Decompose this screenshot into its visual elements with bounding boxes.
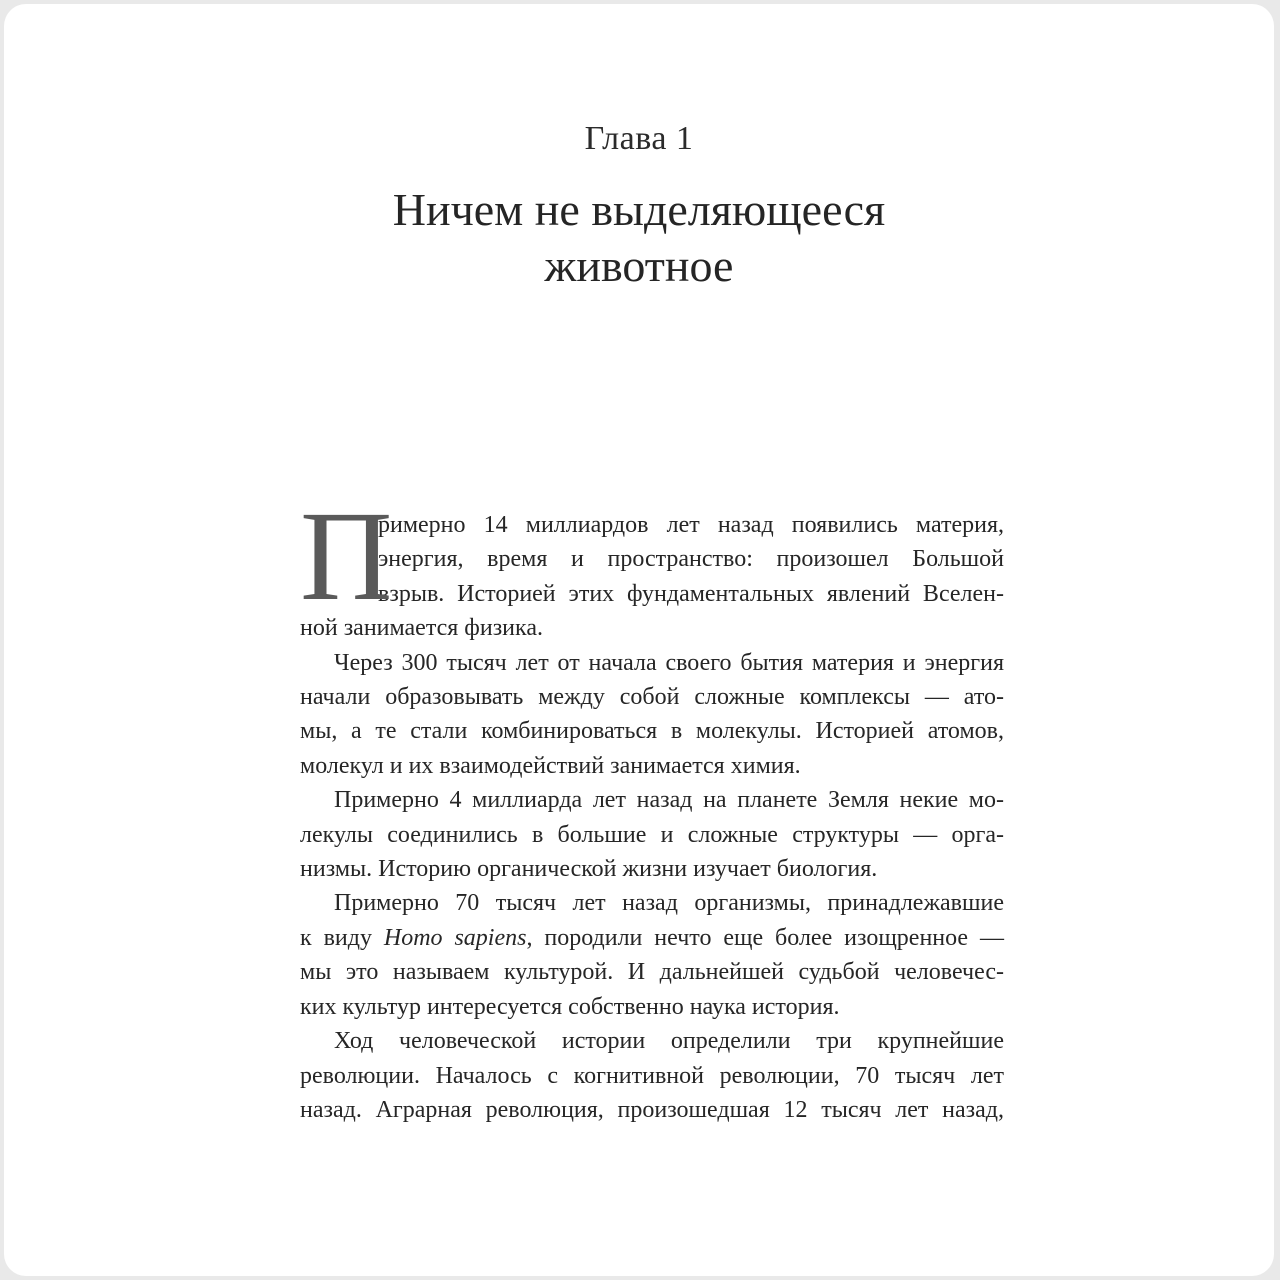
- text-line: ной занимается физика.: [300, 615, 543, 642]
- species-name: Homo sapiens: [383, 924, 527, 951]
- text-line: энергия, время и пространство: произошел Большой: [378, 546, 1004, 573]
- text-line: молекул и их взаимодействий занимается химия.: [300, 752, 801, 779]
- text-fragment: к виду: [300, 924, 384, 951]
- text-line: лекулы соединились в большие и сложные структуры — орга-: [300, 821, 1004, 848]
- chapter-title-line-2: животное: [544, 240, 734, 291]
- chapter-title-line-1: Ничем не выделяющееся: [392, 184, 886, 235]
- text-line: мы, а те стали комбинироваться в молекулы. Историей атомов,: [300, 718, 1004, 745]
- paragraph-2: [300, 646, 1004, 784]
- text-line: взрыв. Историей этих фундаментальных явлений Вселен-: [378, 580, 1004, 607]
- chapter-title: [4, 182, 1274, 294]
- text-line: ких культур интересуется собственно наука история.: [300, 993, 840, 1020]
- text-line: назад. Аграрная революция, произошедшая 12 тысяч лет назад,: [300, 1096, 1004, 1123]
- text-line: низмы. Историю органической жизни изучает биология.: [300, 856, 878, 883]
- text-line: мы это называем культурой. И дальнейшей судьбой человечес-: [300, 959, 1004, 986]
- body-text: [300, 508, 1004, 1127]
- text-line-with-italic: [300, 921, 1004, 955]
- text-line: римерно 14 миллиардов лет назад появились материя,: [378, 512, 1004, 538]
- text-line: начали образовывать между собой сложные комплексы — ато-: [300, 684, 1004, 711]
- drop-cap: П: [300, 510, 393, 606]
- text-line: Ход человеческой истории определили три крупнейшие: [334, 1028, 1004, 1055]
- text-line: Примерно 4 миллиарда лет назад на планете Земля некие мо-: [334, 787, 1004, 814]
- book-page: [4, 4, 1274, 1276]
- text-line: Через 300 тысяч лет от начала своего бытия материя и энергия: [334, 649, 1004, 676]
- chapter-label: Глава 1: [584, 120, 694, 157]
- text-line: революции. Началось с когнитивной революции, 70 тысяч лет: [300, 1062, 1004, 1089]
- paragraph-4: [300, 886, 1004, 1024]
- paragraph-1: [300, 508, 1004, 646]
- text-line: Примерно 70 тысяч лет назад организмы, принадлежавшие: [334, 890, 1004, 917]
- text-fragment: , породили нечто еще более изощренное —: [526, 924, 1004, 951]
- paragraph-5: [300, 1024, 1004, 1127]
- paragraph-3: [300, 783, 1004, 886]
